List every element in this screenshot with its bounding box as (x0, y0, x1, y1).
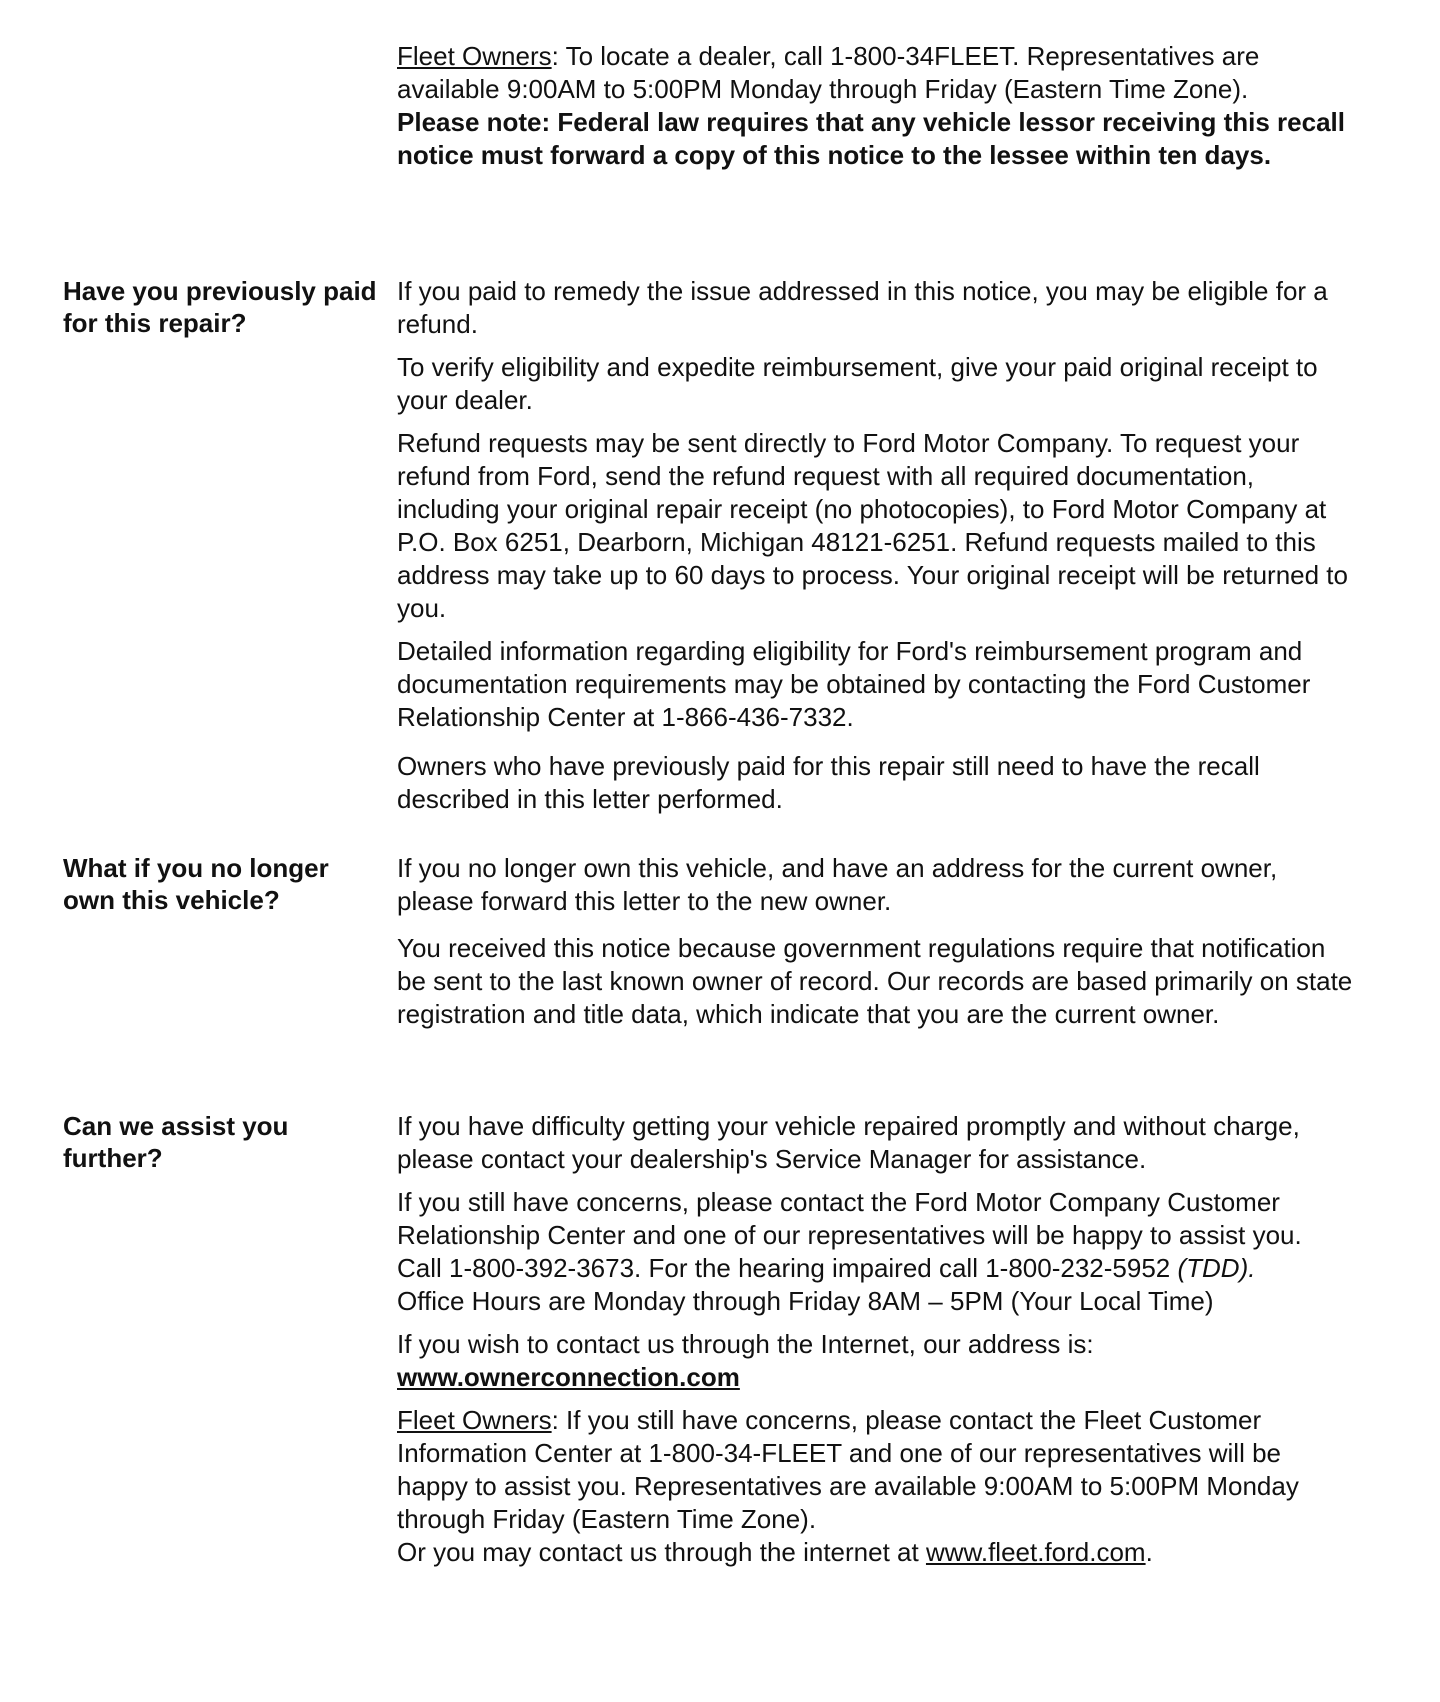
ownership-content (397, 852, 1357, 1041)
refund-paragraph-4: Detailed information regarding eligibility for Ford's reimbursement program and documentation requirements may be obtained by contacting the Ford Customer Relationship Center at 1-866-436-7332. (397, 636, 1311, 732)
tdd-text: (TDD). (1177, 1253, 1256, 1283)
fleet-web-suffix: . (1145, 1537, 1153, 1567)
refund-paragraph-2: To verify eligibility and expedite reimbursement, give your paid original receipt to your dealer. (397, 352, 1318, 415)
refund-paragraph-5: Owners who have previously paid for this repair still need to have the recall described in this letter performed. (397, 751, 1260, 814)
ownerconnection-link[interactable]: www.ownerconnection.com (397, 1362, 740, 1392)
fleet-owners-concerns-text: : If you still have concerns, please contact the Fleet Customer Information Center at 1-800-34-FLEET and one of our representatives will be happy to assist you. Representatives are available 9:00AM to 5:00PM Monday through Friday (Eastern Time Zone). (397, 1405, 1299, 1534)
federal-law-note: Please note: Federal law requires that any vehicle lessor receiving this recall notice must forward a copy of this notice to the lessee within ten days. (397, 107, 1345, 170)
internet-text: If you wish to contact us through the Internet, our address is: (397, 1329, 1094, 1359)
refund-content (397, 275, 1357, 826)
refund-paragraph-1: If you paid to remedy the issue addressed in this notice, you may be eligible for a refund. (397, 276, 1328, 339)
call-text: Call 1-800-392-3673. For the hearing impaired call 1-800-232-5952 (397, 1253, 1178, 1283)
fleet-ford-link[interactable]: www.fleet.ford.com (925, 1537, 1146, 1567)
assist-heading: Can we assist you further? (63, 1111, 289, 1173)
refund-paragraph-3: Refund requests may be sent directly to Ford Motor Company. To request your refund from Ford, send the refund request with all required documentation, including your original repair receipt (no photocopies), to Ford Motor Company at P.O. Box 6251, Dearborn, Michigan 48121-6251. Refund requests mailed to this address may take up to 60 days to process. Your original receipt will be returned to you. (397, 428, 1348, 623)
fleet-owners-dealer-paragraph (397, 40, 1357, 106)
fleet-web-prefix: Or you may contact us through the internet at (397, 1537, 926, 1567)
assist-paragraph-2: If you still have concerns, please contact the Ford Motor Company Customer Relationship Center and one of our representatives will be happy to assist you. (397, 1187, 1302, 1250)
assist-paragraph-1: If you have difficulty getting your vehicle repaired promptly and without charge, please contact your dealership's Service Manager for assistance. (397, 1111, 1300, 1174)
call-paragraph (397, 1252, 1357, 1285)
assist-content (397, 1110, 1357, 1569)
fleet-owners-label-2: Fleet Owners (397, 1405, 552, 1435)
intro-content (397, 40, 1357, 182)
office-hours: Office Hours are Monday through Friday 8AM – 5PM (Your Local Time) (397, 1286, 1214, 1316)
ownership-paragraph-1: If you no longer own this vehicle, and have an address for the current owner, please forward this letter to the new owner. (397, 853, 1278, 916)
fleet-owners-dealer-text: : To locate a dealer, call 1-800-34FLEET. Representatives are available 9:00AM to 5:00PM Monday through Friday (Eastern Time Zone). (397, 41, 1260, 104)
internet-paragraph (397, 1328, 1357, 1394)
refund-heading: Have you previously paid for this repair? (63, 276, 377, 338)
fleet-owners-concerns-paragraph (397, 1404, 1357, 1569)
ownership-paragraph-2: You received this notice because government regulations require that notification be sent to the last known owner of record. Our records are based primarily on state registration and title data, which indicate that you are the current owner. (397, 933, 1353, 1029)
ownership-heading: What if you no longer own this vehicle? (63, 853, 329, 915)
fleet-owners-label: Fleet Owners (397, 41, 552, 71)
